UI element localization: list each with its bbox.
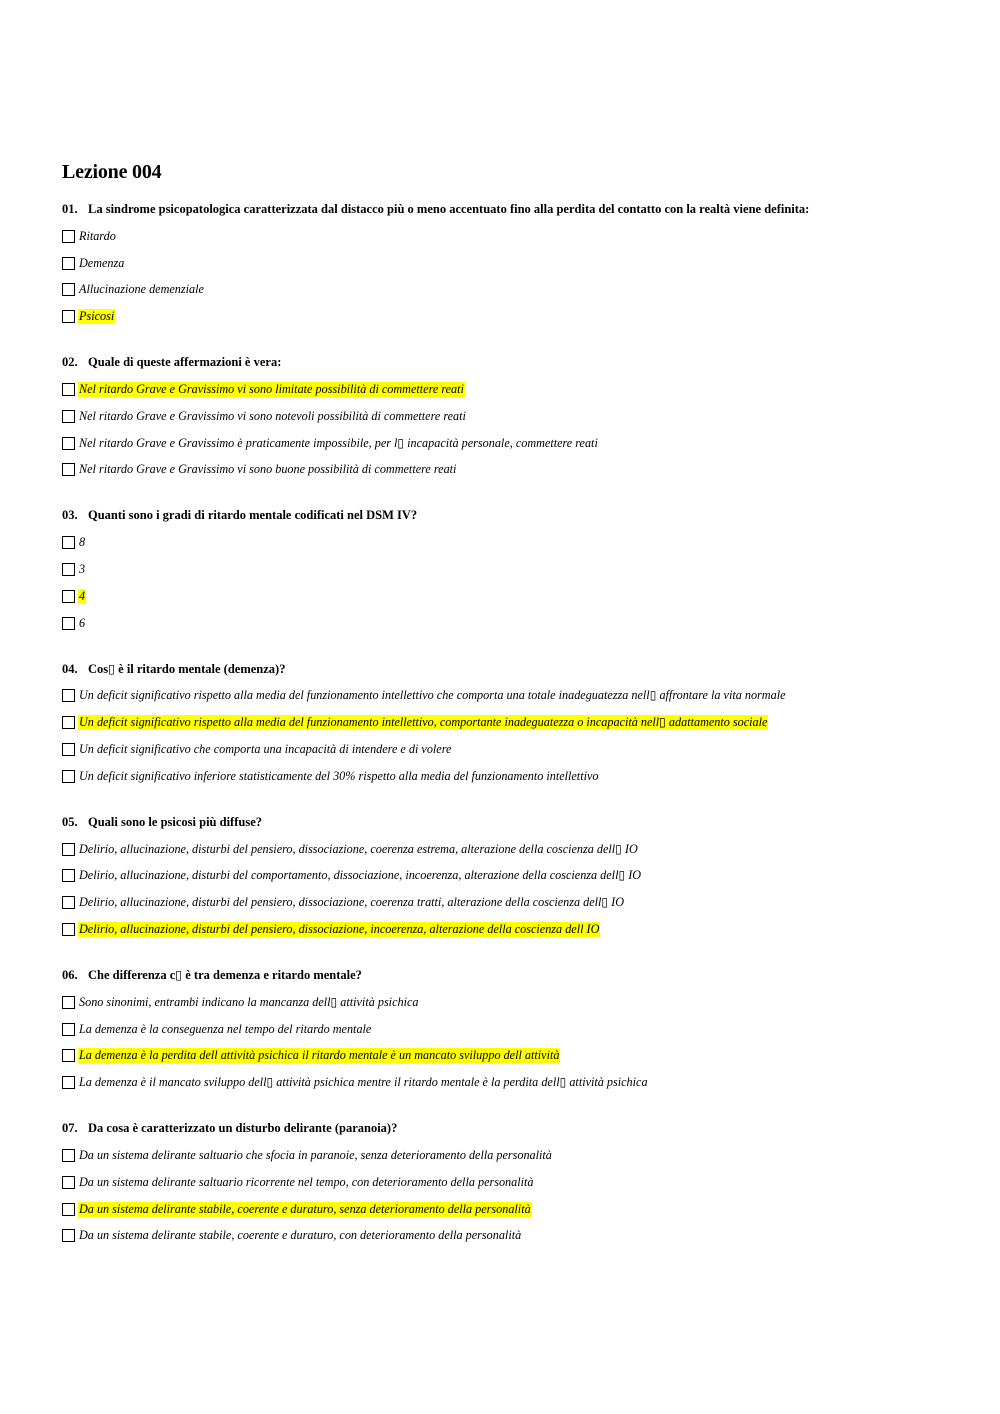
question-text: Quanti sono i gradi di ritardo mentale codificati nel DSM IV? bbox=[88, 508, 418, 523]
checkbox[interactable] bbox=[62, 869, 75, 882]
answer-option[interactable] bbox=[62, 403, 962, 430]
answer-option[interactable] bbox=[62, 583, 962, 610]
checkbox[interactable] bbox=[62, 896, 75, 909]
checkbox[interactable] bbox=[62, 437, 75, 450]
answer-option[interactable] bbox=[62, 1043, 962, 1070]
question-block bbox=[62, 1117, 962, 1249]
answer-option[interactable] bbox=[62, 1223, 962, 1250]
checkbox[interactable] bbox=[62, 230, 75, 243]
answer-text: Allucinazione demenziale bbox=[79, 282, 204, 297]
checkbox[interactable] bbox=[62, 257, 75, 270]
answer-option[interactable] bbox=[62, 610, 962, 637]
answer-text: Delirio, allucinazione, disturbi del pensiero, dissociazione, coerenza tratti, alterazione della coscienza dell▯ IO bbox=[79, 895, 625, 910]
answer-option[interactable] bbox=[62, 763, 962, 790]
question-text: Cos▯ è il ritardo mentale (demenza)? bbox=[88, 661, 286, 676]
question-number: 04. bbox=[62, 661, 78, 676]
answer-option[interactable] bbox=[62, 1142, 962, 1169]
answer-option[interactable] bbox=[62, 430, 962, 457]
answer-option[interactable] bbox=[62, 989, 962, 1016]
answer-text: La demenza è il mancato sviluppo dell▯ attività psichica mentre il ritardo mentale è la perdita dell▯ attività psichica bbox=[79, 1075, 648, 1090]
checkbox[interactable] bbox=[62, 996, 75, 1009]
answer-text-highlighted: Un deficit significativo rispetto alla media del funzionamento intellettivo, comportante inadeguatezza o incapacità nell▯ adattamento sociale bbox=[79, 715, 768, 730]
checkbox[interactable] bbox=[62, 283, 75, 296]
checkbox[interactable] bbox=[62, 1023, 75, 1036]
checkbox[interactable] bbox=[62, 1176, 75, 1189]
answer-option[interactable] bbox=[62, 457, 962, 484]
answer-text: Un deficit significativo inferiore statisticamente del 30% rispetto alla media del funzionamento intellettivo bbox=[79, 768, 599, 783]
answer-option[interactable] bbox=[62, 277, 962, 304]
checkbox[interactable] bbox=[62, 410, 75, 423]
answer-text-highlighted: La demenza è la perdita dell attività psichica il ritardo mentale è un mancato sviluppo dell attività bbox=[79, 1048, 560, 1063]
answer-text-highlighted: 4 bbox=[79, 588, 86, 603]
answer-text: Ritardo bbox=[79, 228, 116, 243]
question-number: 02. bbox=[62, 355, 78, 370]
answer-text-highlighted: Psicosi bbox=[79, 309, 115, 324]
answer-option[interactable] bbox=[62, 863, 962, 890]
question-text: Quale di queste affermazioni è vera: bbox=[88, 355, 282, 370]
question-number: 07. bbox=[62, 1121, 78, 1136]
question-block bbox=[62, 658, 962, 790]
answer-option[interactable] bbox=[62, 1069, 962, 1096]
answer-text: Un deficit significativo che comporta una incapacità di intendere e di volere bbox=[79, 742, 452, 757]
question-number: 01. bbox=[62, 202, 78, 216]
question-header bbox=[62, 198, 962, 220]
question-block bbox=[62, 198, 962, 330]
question-text: Da cosa è caratterizzato un disturbo delirante (paranoia)? bbox=[88, 1121, 398, 1136]
answer-text: Sono sinonimi, entrambi indicano la mancanza dell▯ attività psichica bbox=[79, 994, 419, 1009]
answer-text-highlighted: Da un sistema delirante stabile, coerente e duraturo, senza deterioramento della personalità bbox=[79, 1201, 531, 1216]
checkbox[interactable] bbox=[62, 463, 75, 476]
question-list bbox=[62, 198, 962, 1249]
question-text: Che differenza c▯ è tra demenza e ritardo mentale? bbox=[88, 967, 362, 982]
question-block bbox=[62, 504, 962, 636]
answer-option[interactable] bbox=[62, 223, 962, 250]
answer-option[interactable] bbox=[62, 683, 962, 710]
checkbox[interactable] bbox=[62, 590, 75, 603]
answer-option[interactable] bbox=[62, 916, 962, 943]
question-text: Quali sono le psicosi più diffuse? bbox=[88, 814, 262, 829]
question-header bbox=[62, 964, 962, 986]
answer-text-highlighted: Nel ritardo Grave e Gravissimo vi sono limitate possibilità di commettere reati bbox=[79, 382, 464, 397]
answer-option[interactable] bbox=[62, 709, 962, 736]
answer-option[interactable] bbox=[62, 376, 962, 403]
answer-option[interactable] bbox=[62, 736, 962, 763]
answer-option[interactable] bbox=[62, 556, 962, 583]
question-header bbox=[62, 811, 962, 833]
checkbox[interactable] bbox=[62, 536, 75, 549]
question-block bbox=[62, 964, 962, 1096]
answer-option[interactable] bbox=[62, 303, 962, 330]
answer-option[interactable] bbox=[62, 1169, 962, 1196]
checkbox[interactable] bbox=[62, 1149, 75, 1162]
checkbox[interactable] bbox=[62, 716, 75, 729]
answer-option[interactable] bbox=[62, 1196, 962, 1223]
answer-text: Un deficit significativo rispetto alla media del funzionamento intellettivo che comporta una totale inadeguatezza nell▯ affrontare la vita normale bbox=[79, 688, 786, 703]
answer-option[interactable] bbox=[62, 529, 962, 556]
answer-text: Da un sistema delirante saltuario ricorrente nel tempo, con deterioramento della personalità bbox=[79, 1174, 534, 1189]
checkbox[interactable] bbox=[62, 843, 75, 856]
quiz-page bbox=[62, 158, 962, 1270]
question-text: La sindrome psicopatologica caratterizzata dal distacco più o meno accentuato fino alla perdita del contatto con la realtà viene definita: bbox=[88, 202, 810, 216]
checkbox[interactable] bbox=[62, 689, 75, 702]
answer-text-highlighted: Delirio, allucinazione, disturbi del pensiero, dissociazione, incoerenza, alterazione della coscienza dell IO bbox=[79, 922, 600, 937]
answer-text: 6 bbox=[79, 615, 86, 630]
question-number: 06. bbox=[62, 967, 78, 982]
question-block bbox=[62, 811, 962, 943]
answer-text: Demenza bbox=[79, 255, 125, 270]
checkbox[interactable] bbox=[62, 383, 75, 396]
checkbox[interactable] bbox=[62, 1229, 75, 1242]
question-number: 05. bbox=[62, 814, 78, 829]
answer-text: Nel ritardo Grave e Gravissimo vi sono buone possibilità di commettere reati bbox=[79, 462, 457, 477]
answer-text: Nel ritardo Grave e Gravissimo è praticamente impossibile, per l▯ incapacità personale, commettere reati bbox=[79, 435, 598, 450]
question-header bbox=[62, 351, 962, 373]
answer-text: Da un sistema delirante saltuario che sfocia in paranoie, senza deterioramento della personalità bbox=[79, 1148, 552, 1163]
answer-option[interactable] bbox=[62, 1016, 962, 1043]
checkbox[interactable] bbox=[62, 923, 75, 936]
question-header bbox=[62, 1117, 962, 1139]
answer-option[interactable] bbox=[62, 250, 962, 277]
question-block bbox=[62, 351, 962, 483]
checkbox[interactable] bbox=[62, 743, 75, 756]
answer-text: 3 bbox=[79, 562, 86, 577]
lesson-title: Lezione 004 bbox=[62, 161, 162, 183]
checkbox[interactable] bbox=[62, 1076, 75, 1089]
checkbox[interactable] bbox=[62, 617, 75, 630]
checkbox[interactable] bbox=[62, 770, 75, 783]
answer-text: Delirio, allucinazione, disturbi del pensiero, dissociazione, coerenza estrema, alterazione della coscienza dell▯ IO bbox=[79, 841, 638, 856]
answer-text: Delirio, allucinazione, disturbi del comportamento, dissociazione, incoerenza, alterazione della coscienza dell▯ IO bbox=[79, 868, 642, 883]
answer-text: 8 bbox=[79, 535, 86, 550]
checkbox[interactable] bbox=[62, 563, 75, 576]
answer-text: Nel ritardo Grave e Gravissimo vi sono notevoli possibilità di commettere reati bbox=[79, 408, 466, 423]
checkbox[interactable] bbox=[62, 1049, 75, 1062]
answer-text: Da un sistema delirante stabile, coerente e duraturo, con deterioramento della personalità bbox=[79, 1228, 522, 1243]
question-header bbox=[62, 504, 962, 526]
question-number: 03. bbox=[62, 508, 78, 523]
question-header bbox=[62, 658, 962, 680]
checkbox[interactable] bbox=[62, 1203, 75, 1216]
checkbox[interactable] bbox=[62, 310, 75, 323]
answer-option[interactable] bbox=[62, 889, 962, 916]
answer-text: La demenza è la conseguenza nel tempo del ritardo mentale bbox=[79, 1021, 372, 1036]
answer-option[interactable] bbox=[62, 836, 962, 863]
